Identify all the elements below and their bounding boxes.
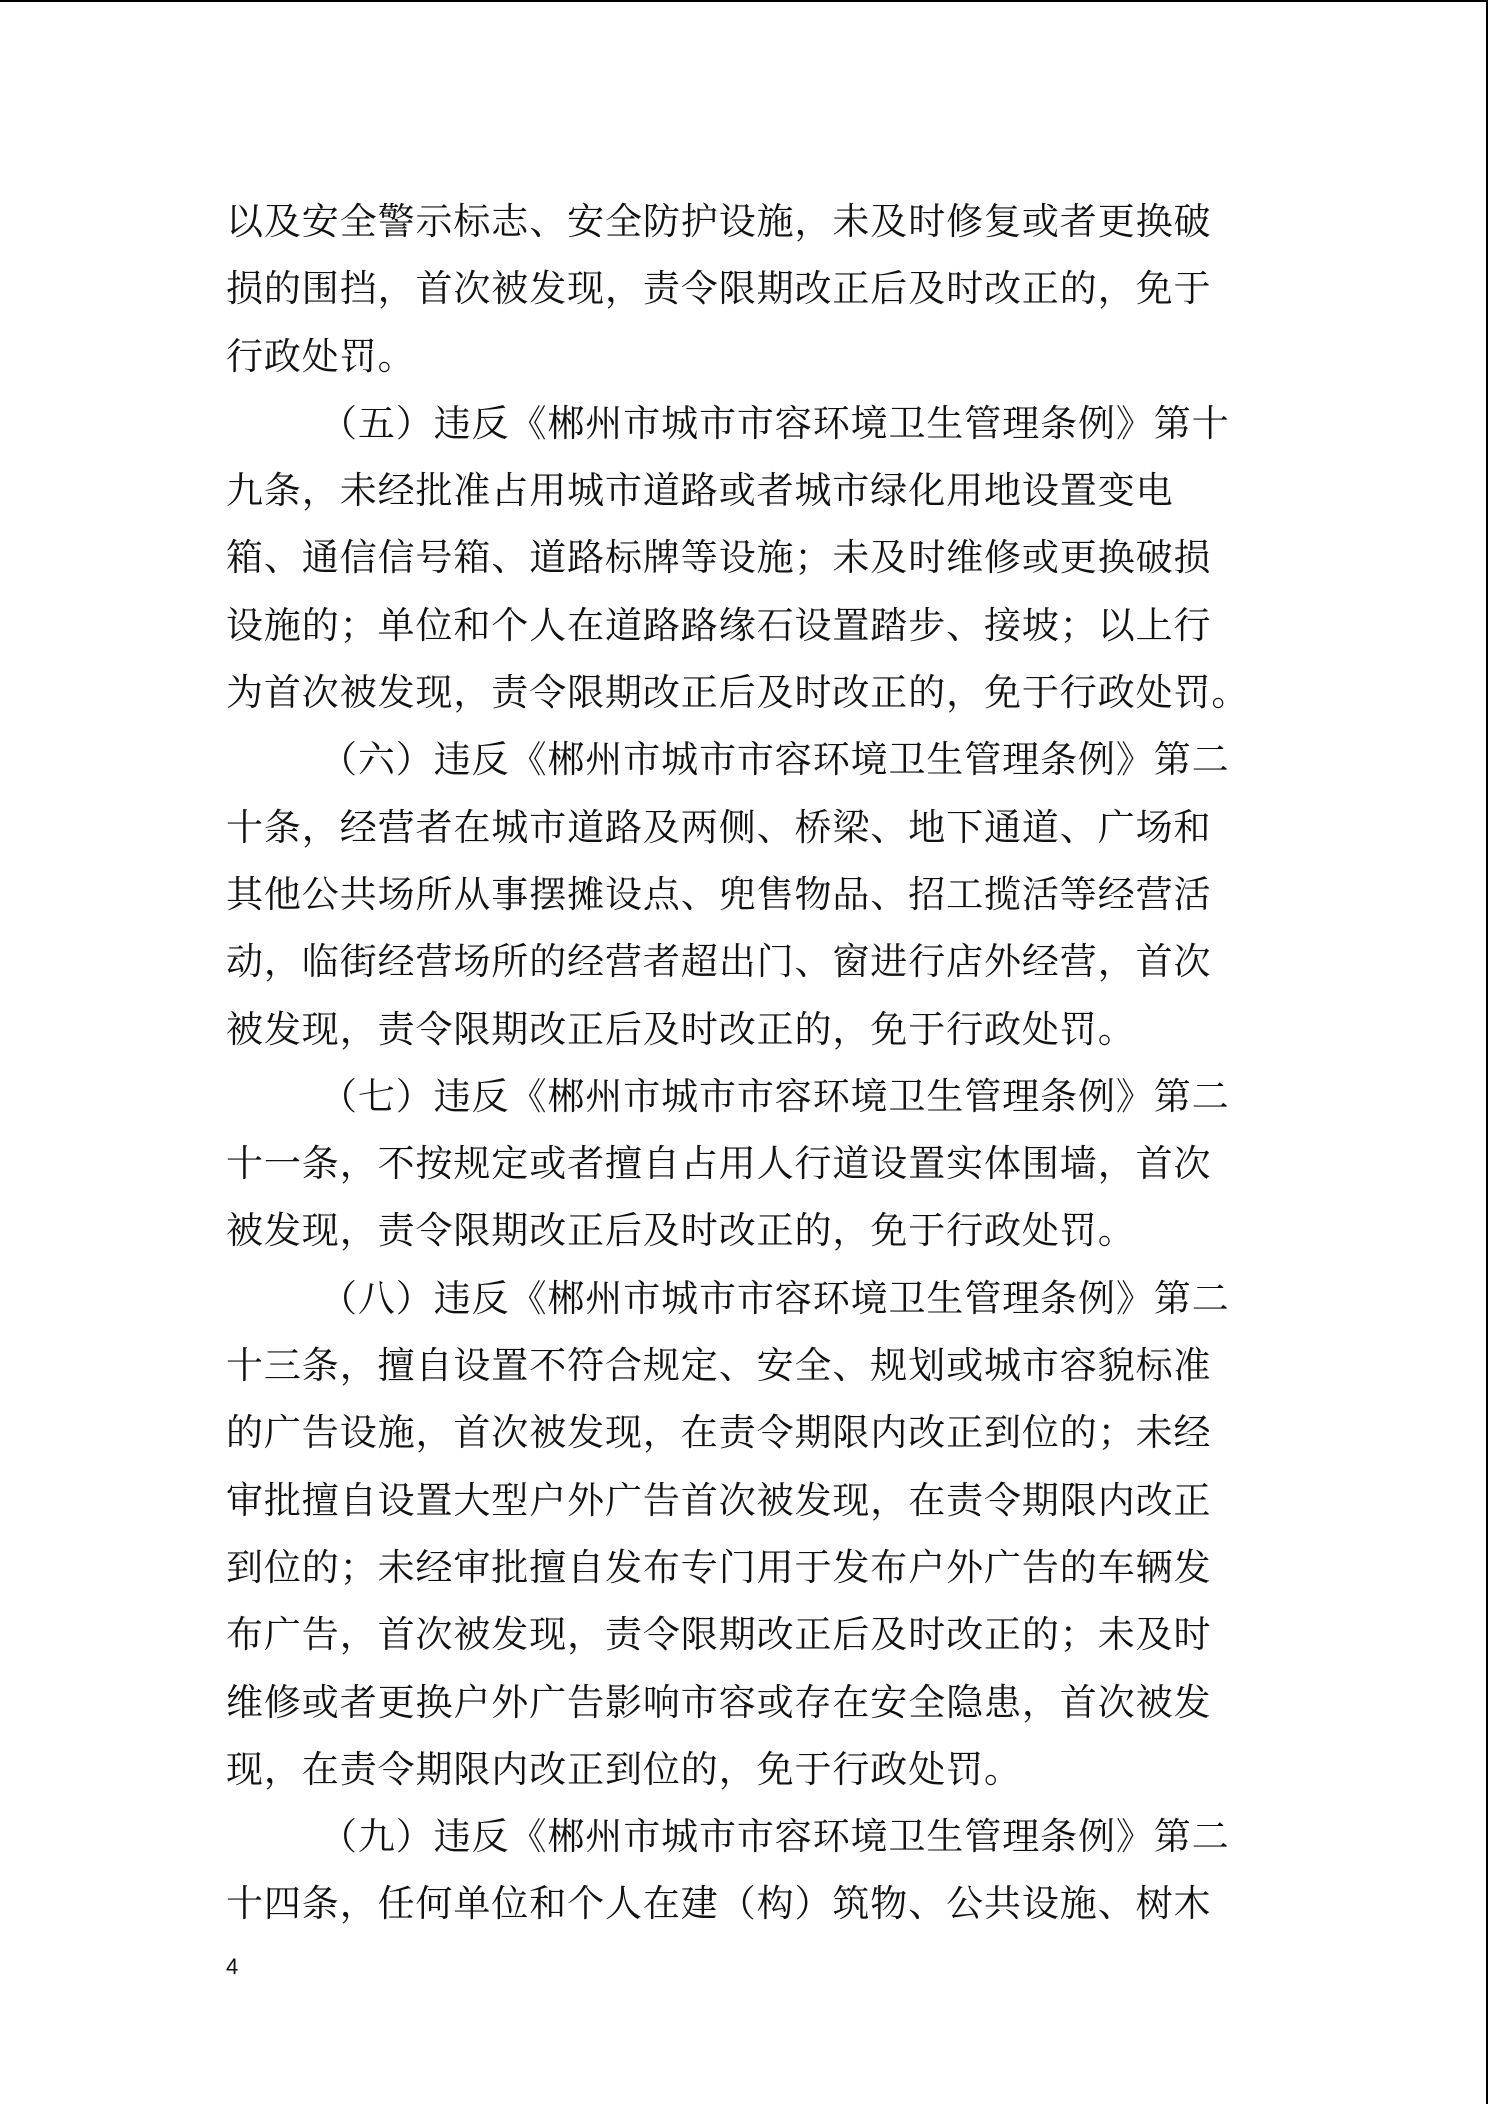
text-line: 行政处罚。 <box>226 334 416 378</box>
text-line: 箱、通信信号箱、道路标牌等设施；未及时维修或更换破损 <box>226 536 1212 580</box>
page-number: 4 <box>226 1954 239 1979</box>
text-line: 审批擅自设置大型户外广告首次被发现，在责令期限内改正 <box>226 1478 1212 1522</box>
text-line: 为首次被发现，责令限期改正后及时改正的，免于行政处罚。 <box>226 671 1250 715</box>
text-line: 其他公共场所从事摆摊设点、兜售物品、招工揽活等经营活 <box>226 872 1212 916</box>
text-line: 十一条，不按规定或者擅自占用人行道设置实体围墙，首次 <box>226 1142 1212 1186</box>
text-line: 到位的；未经审批擅自发布专门用于发布户外广告的车辆发 <box>226 1545 1212 1589</box>
text-line: 十四条，任何单位和个人在建（构）筑物、公共设施、树木 <box>226 1882 1212 1926</box>
text-line: 设施的；单位和个人在道路路缘石设置踏步、接坡；以上行 <box>226 603 1212 647</box>
paragraph-heading-5: （五）违反《郴州市城市市容环境卫生管理条例》第十 <box>320 401 1230 445</box>
text-line: 以及安全警示标志、安全防护设施，未及时修复或者更换破 <box>226 200 1212 243</box>
text-line: 动，临街经营场所的经营者超出门、窗进行店外经营，首次 <box>226 940 1212 984</box>
text-line: 维修或者更换户外广告影响市容或存在安全隐患，首次被发 <box>226 1680 1212 1724</box>
text-line: 的广告设施，首次被发现，在责令期限内改正到位的；未经 <box>226 1411 1212 1455</box>
paragraph-heading-7: （七）违反《郴州市城市市容环境卫生管理条例》第二 <box>320 1074 1230 1118</box>
document-body <box>226 188 1266 1938</box>
text-line: 损的围挡，首次被发现，责令限期改正后及时改正的，免于 <box>226 267 1212 311</box>
paragraph-heading-6: （六）违反《郴州市城市市容环境卫生管理条例》第二 <box>320 738 1230 782</box>
paragraph-heading-8: （八）违反《郴州市城市市容环境卫生管理条例》第二 <box>320 1276 1230 1320</box>
text-line: 布广告，首次被发现，责令限期改正后及时改正的；未及时 <box>226 1613 1212 1657</box>
page-top-border <box>0 0 1488 2</box>
paragraph-heading-9: （九）违反《郴州市城市市容环境卫生管理条例》第二 <box>320 1815 1230 1859</box>
text-line: 现，在责令期限内改正到位的，免于行政处罚。 <box>226 1747 1022 1791</box>
text-line: 十条，经营者在城市道路及两侧、桥梁、地下通道、广场和 <box>226 805 1212 849</box>
text-line: 九条，未经批准占用城市道路或者城市绿化用地设置变电 <box>226 469 1174 513</box>
text-line: 十三条，擅自设置不符合规定、安全、规划或城市容貌标准 <box>226 1344 1212 1388</box>
text-line: 被发现，责令限期改正后及时改正的，免于行政处罚。 <box>226 1209 1136 1253</box>
text-line: 被发现，责令限期改正后及时改正的，免于行政处罚。 <box>226 1007 1136 1051</box>
